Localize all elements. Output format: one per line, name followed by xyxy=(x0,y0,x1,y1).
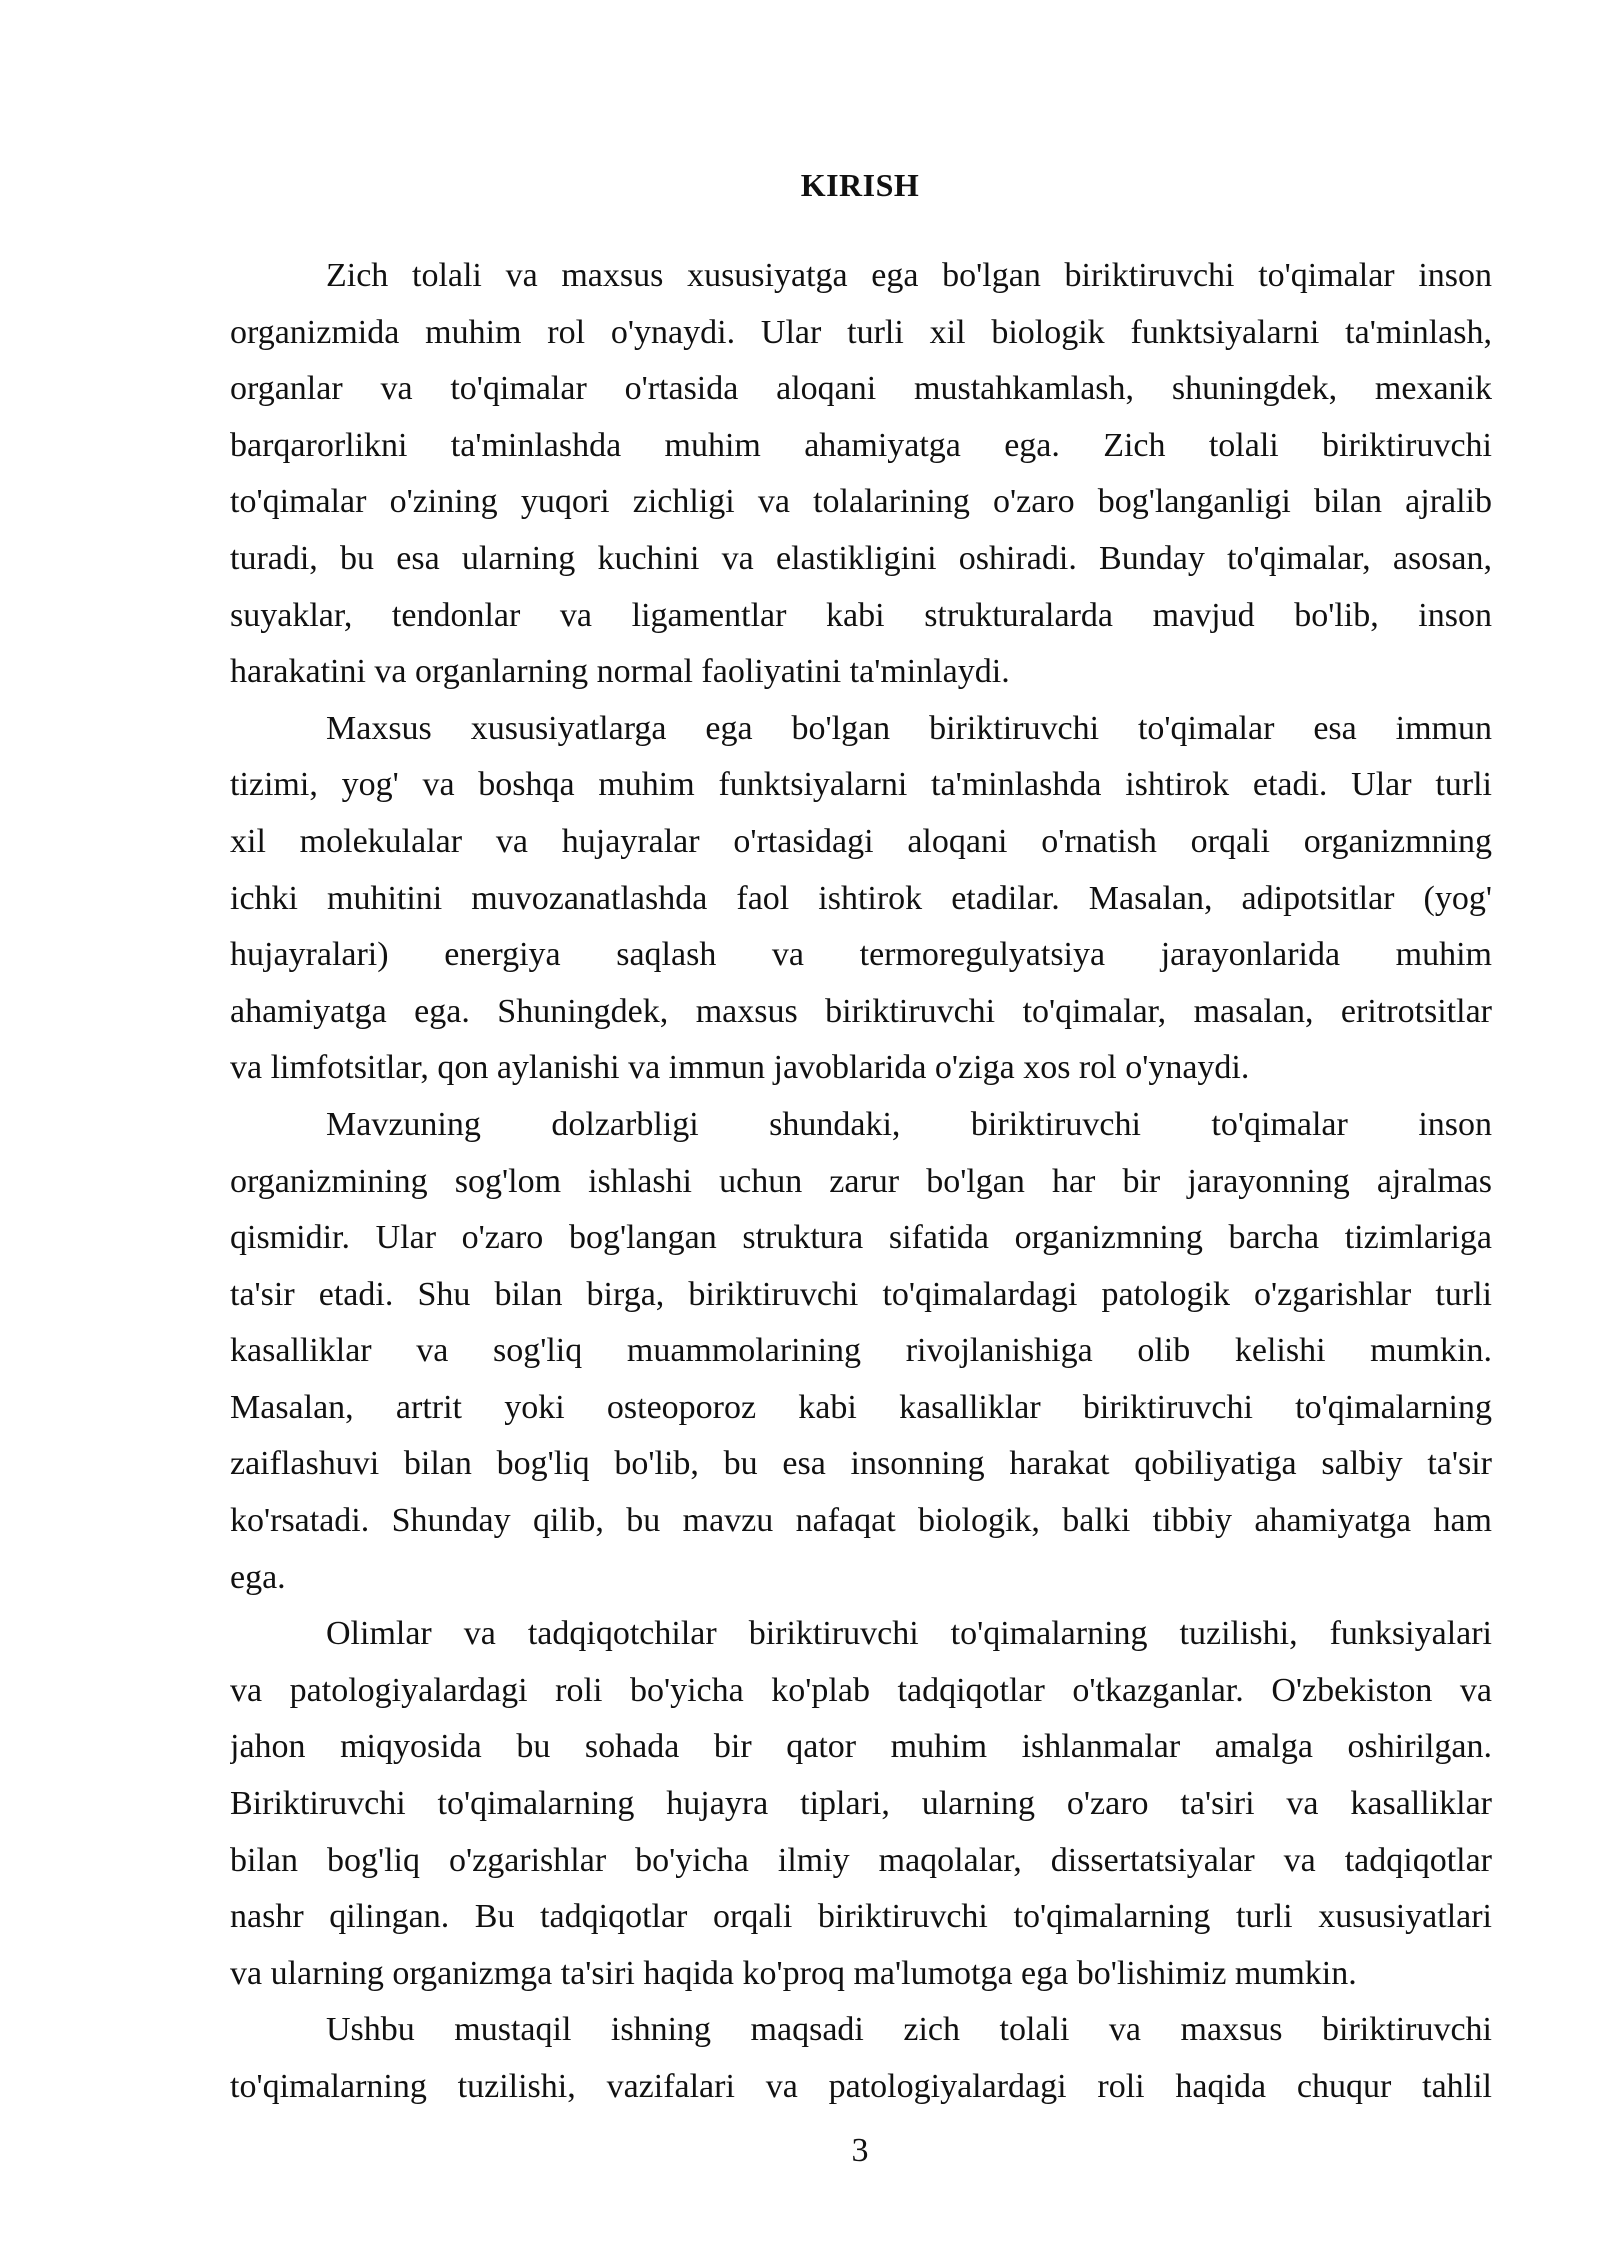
text-line: zaiflashuvi bilan bog'liq bo'lib, bu esa insonning harakat qobiliyatiga salbiy ta'sir xyxy=(230,1445,1492,1483)
paragraph-1 xyxy=(230,248,1492,701)
paragraph-3 xyxy=(230,1097,1492,1606)
text-line: to'qimalarning tuzilishi, vazifalari va patologiyalardagi roli haqida chuqur tahlil xyxy=(230,2068,1492,2105)
text-line: qismidir. Ular o'zaro bog'langan struktura sifatida organizmning barcha tizimlariga xyxy=(230,1219,1492,1257)
text-line: Ushbu mustaqil ishning maqsadi zich tolali va maxsus biriktiruvchi xyxy=(326,2011,1492,2049)
text-line: barqarorlikni ta'minlashda muhim ahamiyatga ega. Zich tolali biriktiruvchi xyxy=(230,426,1492,464)
text-line: hujayralari) energiya saqlash va termoregulyatsiya jarayonlarida muhim xyxy=(230,936,1492,974)
text-line: Zich tolali va maxsus xususiyatga ega bo'lgan biriktiruvchi to'qimalar inson xyxy=(326,257,1492,294)
body-text xyxy=(230,248,1492,2116)
text-line: jahon miqyosida bu sohada bir qator muhim ishlanmalar amalga oshirilgan. xyxy=(230,1728,1492,1766)
text-line: ta'sir etadi. Shu bilan birga, biriktiruvchi to'qimalardagi patologik o'zgarishlar turli xyxy=(230,1275,1492,1313)
text-line: suyaklar, tendonlar va ligamentlar kabi strukturalarda mavjud bo'lib, inson xyxy=(230,596,1492,634)
text-line: nashr qilingan. Bu tadqiqotlar orqali biriktiruvchi to'qimalarning turli xususiyatlari xyxy=(230,1898,1492,1936)
text-line: tizimi, yog' va boshqa muhim funktsiyalarni ta'minlashda ishtirok etadi. Ular turli xyxy=(230,766,1492,804)
text-line: harakatini va organlarning normal faoliyatini ta'minlaydi. xyxy=(230,653,1010,691)
text-line: xil molekulalar va hujayralar o'rtasidagi aloqani o'rnatish orqali organizmning xyxy=(230,822,1492,860)
text-line: Masalan, artrit yoki osteoporoz kabi kasalliklar biriktiruvchi to'qimalarning xyxy=(230,1388,1492,1426)
text-line: turadi, bu esa ularning kuchini va elastikligini oshiradi. Bunday to'qimalar, asosan, xyxy=(230,539,1492,577)
page-heading: KIRISH xyxy=(800,167,920,203)
text-line: ko'rsatadi. Shunday qilib, bu mavzu nafaqat biologik, balki tibbiy ahamiyatga ham xyxy=(230,1502,1492,1540)
text-line: Mavzuning dolzarbligi shundaki, biriktiruvchi to'qimalar inson xyxy=(326,1105,1492,1143)
text-line: ahamiyatga ega. Shuningdek, maxsus biriktiruvchi to'qimalar, masalan, eritrotsitlar xyxy=(230,992,1492,1030)
text-line: organizmining sog'lom ishlashi uchun zarur bo'lgan har bir jarayonning ajralmas xyxy=(230,1162,1492,1200)
paragraph-2 xyxy=(230,701,1492,1097)
text-line: va patologiyalardagi roli bo'yicha ko'plab tadqiqotlar o'tkazganlar. O'zbekiston va xyxy=(230,1671,1492,1709)
text-line: Biriktiruvchi to'qimalarning hujayra tiplari, ularning o'zaro ta'siri va kasalliklar xyxy=(230,1785,1492,1823)
text-line: va limfotsitlar, qon aylanishi va immun javoblarida o'ziga xos rol o'ynaydi. xyxy=(230,1049,1250,1087)
text-line: ega. xyxy=(230,1558,286,1596)
paragraph-4 xyxy=(230,1606,1492,2002)
text-line: va ularning organizmga ta'siri haqida ko'proq ma'lumotga ega bo'lishimiz mumkin. xyxy=(230,1954,1357,1992)
text-line: ichki muhitini muvozanatlashda faol ishtirok etadilar. Masalan, adipotsitlar (yog' xyxy=(230,879,1492,917)
paragraph-5 xyxy=(230,2002,1492,2115)
page-number: 3 xyxy=(851,2132,869,2169)
text-line: bilan bog'liq o'zgarishlar bo'yicha ilmiy maqolalar, dissertatsiyalar va tadqiqotlar xyxy=(230,1841,1492,1879)
text-line: kasalliklar va sog'liq muammolarining rivojlanishiga olib kelishi mumkin. xyxy=(230,1332,1492,1370)
text-line: organlar va to'qimalar o'rtasida aloqani mustahkamlash, shuningdek, mexanik xyxy=(230,370,1492,408)
text-line: Maxsus xususiyatlarga ega bo'lgan biriktiruvchi to'qimalar esa immun xyxy=(326,709,1492,747)
text-line: organizmida muhim rol o'ynaydi. Ular turli xil biologik funktsiyalarni ta'minlash, xyxy=(230,313,1492,351)
text-line: Olimlar va tadqiqotchilar biriktiruvchi to'qimalarning tuzilishi, funksiyalari xyxy=(326,1615,1492,1653)
text-line: to'qimalar o'zining yuqori zichligi va tolalarining o'zaro bog'langanligi bilan ajralib xyxy=(230,483,1492,521)
